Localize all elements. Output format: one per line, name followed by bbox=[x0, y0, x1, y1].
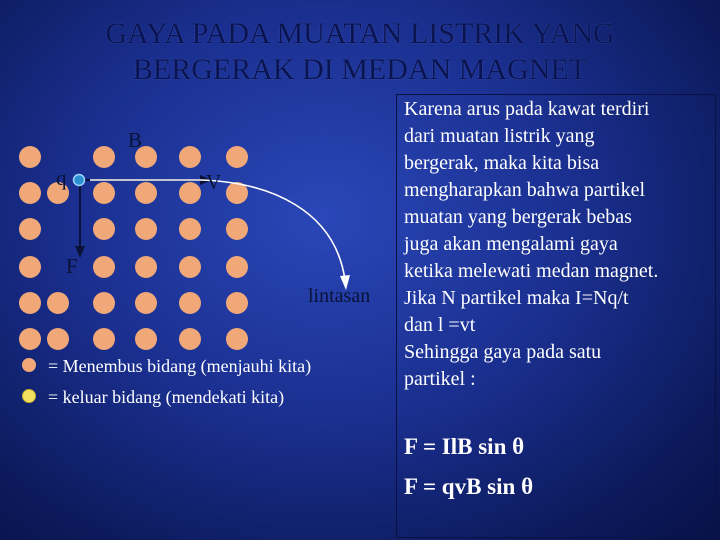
field-dot bbox=[135, 256, 157, 278]
explanation-line: dari muatan listrik yang bbox=[404, 125, 595, 147]
explanation-line: dan l =vt bbox=[404, 314, 476, 336]
field-dot bbox=[226, 328, 248, 350]
field-dot bbox=[93, 146, 115, 168]
velocity-label: V bbox=[206, 170, 222, 194]
field-dot bbox=[47, 328, 69, 350]
trajectory-curve bbox=[90, 180, 345, 280]
explanation-line: partikel : bbox=[404, 368, 476, 390]
force-label: F bbox=[66, 254, 78, 278]
field-dot bbox=[93, 292, 115, 314]
charge-particle bbox=[74, 175, 85, 186]
explanation-line: mengharapkan bahwa partikel bbox=[404, 179, 646, 201]
legend-out-text: = keluar bidang (mendekati kita) bbox=[48, 387, 285, 407]
field-dot bbox=[19, 182, 41, 204]
field-label: B bbox=[128, 128, 143, 152]
field-dot bbox=[19, 292, 41, 314]
explanation-line: juga akan mengalami gaya bbox=[404, 233, 618, 255]
field-dot bbox=[93, 182, 115, 204]
field-dot bbox=[93, 256, 115, 278]
legend-into-text: = Menembus bidang (menjauhi kita) bbox=[48, 356, 312, 376]
charge-label: q bbox=[56, 166, 67, 190]
into-plane-dot-icon bbox=[22, 358, 36, 372]
field-dot bbox=[179, 256, 201, 278]
explanation-line: ketika melewati medan magnet. bbox=[404, 260, 659, 282]
field-dot bbox=[179, 292, 201, 314]
formula-charge: F = qvB sin θ bbox=[404, 474, 534, 499]
field-dot bbox=[226, 292, 248, 314]
field-dot bbox=[179, 328, 201, 350]
field-dot bbox=[226, 218, 248, 240]
field-dot bbox=[47, 292, 69, 314]
explanation-line: muatan yang bergerak bebas bbox=[404, 206, 632, 228]
explanation-line: Sehingga gaya pada satu bbox=[404, 341, 602, 363]
field-dot bbox=[135, 292, 157, 314]
field-dot bbox=[179, 182, 201, 204]
field-dot bbox=[19, 146, 41, 168]
field-dot bbox=[135, 218, 157, 240]
explanation-text bbox=[404, 96, 716, 393]
out-of-plane-dot-icon bbox=[22, 389, 36, 403]
field-dot bbox=[135, 182, 157, 204]
field-dot bbox=[19, 328, 41, 350]
field-dot bbox=[226, 256, 248, 278]
title-line-1: GAYA PADA MUATAN LISTRIK YANG bbox=[105, 17, 615, 50]
field-dot bbox=[93, 328, 115, 350]
path-label: lintasan bbox=[308, 285, 371, 307]
field-dot bbox=[19, 256, 41, 278]
explanation-line: bergerak, maka kita bisa bbox=[404, 152, 600, 174]
field-dot bbox=[226, 146, 248, 168]
title-line-2: BERGERAK DI MEDAN MAGNET bbox=[132, 53, 588, 86]
explanation-line: Karena arus pada kawat terdiri bbox=[404, 98, 650, 120]
field-dot bbox=[179, 218, 201, 240]
field-dot bbox=[179, 146, 201, 168]
explanation-line: Jika N partikel maka I=Nq/t bbox=[404, 287, 629, 309]
field-dot bbox=[135, 328, 157, 350]
formula-current: F = IlB sin θ bbox=[404, 434, 525, 459]
field-dot bbox=[93, 218, 115, 240]
field-dot bbox=[19, 218, 41, 240]
